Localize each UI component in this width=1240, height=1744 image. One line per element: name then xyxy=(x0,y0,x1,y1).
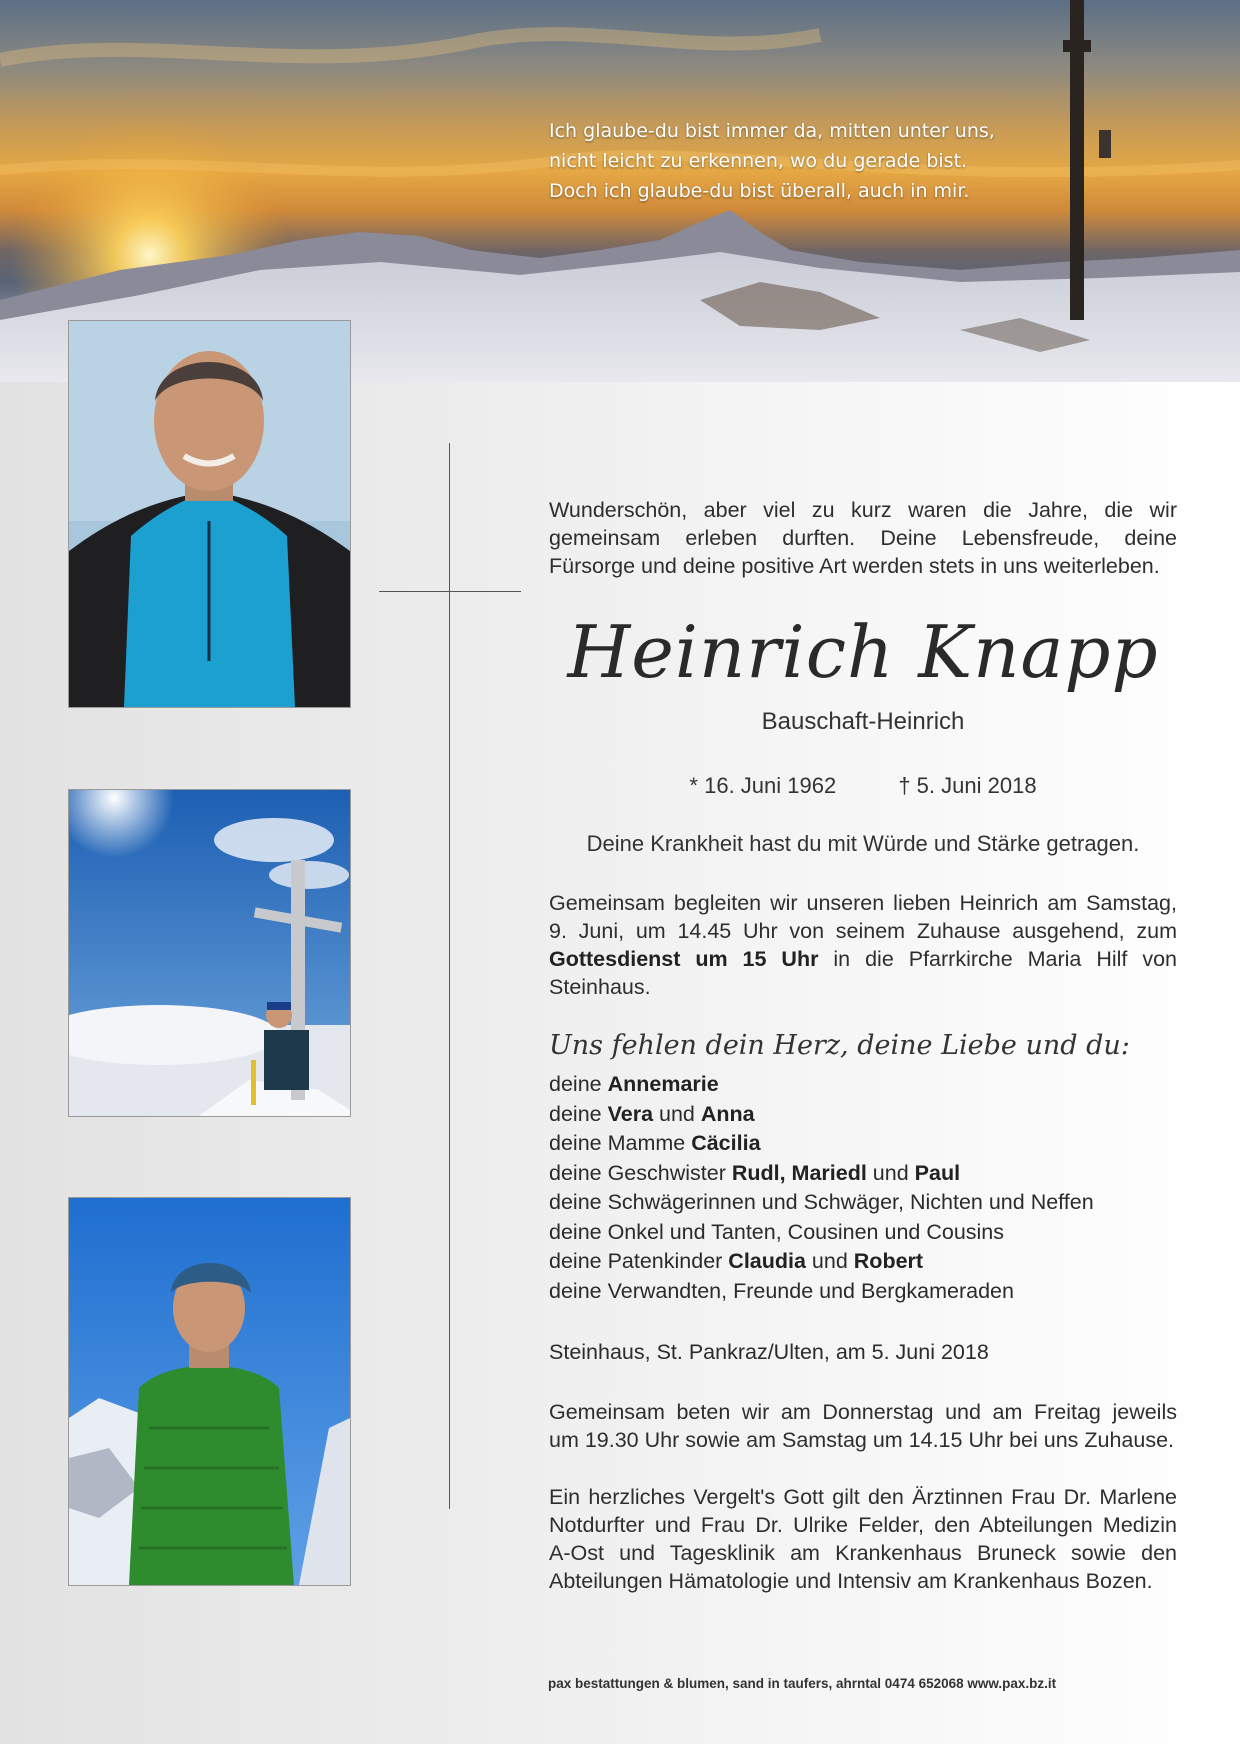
funeral-line: Steinhaus. xyxy=(549,975,651,999)
green-jacket-photo xyxy=(69,1198,350,1585)
intro-paragraph xyxy=(549,496,1177,580)
list-item: deine Geschwister Rudl, Mariedl und Paul xyxy=(549,1160,961,1185)
list-item: deine Annemarie xyxy=(549,1072,719,1096)
quote-line: Doch ich glaube-du bist überall, auch in mir. xyxy=(549,180,970,202)
birth-date: * 16. Juni 1962 xyxy=(689,773,837,798)
thanks-line: Abteilungen Hämatologie und Intensiv am Krankenhaus Bozen. xyxy=(549,1569,1153,1593)
list-item: deine Schwägerinnen und Schwäger, Nichten und Neffen xyxy=(549,1190,1094,1214)
mourners-title: Uns fehlen dein Herz, deine Liebe und du: xyxy=(549,1030,1130,1061)
funeral-church: in die Pfarrkirche Maria Hilf von xyxy=(818,947,1178,971)
list-item: deine Verwandten, Freunde und Bergkameraden xyxy=(549,1278,1014,1303)
thanks-line: Notdurfter und Frau Dr. Ulrike Felder, den Abteilungen Medizin xyxy=(549,1513,1177,1537)
quote-line: Ich glaube-du bist immer da, mitten unter uns, xyxy=(549,120,995,142)
prayer-line: um 19.30 Uhr sowie am Samstag um 14.15 Uhr bei uns Zuhause. xyxy=(549,1428,1175,1452)
intro-line: gemeinsam erleben durften. Deine Lebensfreude, deine xyxy=(549,526,1177,550)
prayer-line: Gemeinsam beten wir am Donnerstag und am Freitag jeweils xyxy=(549,1400,1177,1424)
funeral-line xyxy=(549,945,1177,973)
mourners-list xyxy=(549,1070,1177,1306)
cross-vertical-line xyxy=(449,443,450,1509)
prayer-paragraph xyxy=(549,1398,1177,1454)
cross-horizontal-line xyxy=(379,591,521,592)
footer-contact: pax bestattungen & blumen, sand in taufers, ahrntal 0474 652068 www.pax.bz.it xyxy=(548,1676,1057,1691)
funeral-service-time: Gottesdienst um 15 Uhr xyxy=(549,947,819,971)
deceased-name: Heinrich Knapp xyxy=(567,610,1159,694)
summit-cross-photo xyxy=(69,790,350,1116)
intro-line: Wunderschön, aber viel zu kurz waren die Jahre, die wir xyxy=(549,498,1177,522)
funeral-paragraph xyxy=(549,889,1177,1001)
list-item: deine Onkel und Tanten, Cousinen und Cousins xyxy=(549,1219,1005,1244)
header-quote xyxy=(549,116,1109,206)
quote-line: nicht leicht zu erkennen, wo du gerade bist. xyxy=(549,150,968,172)
portrait-photo xyxy=(69,321,350,707)
funeral-line: 9. Juni, um 14.45 Uhr von seinem Zuhause ausgehend, zum xyxy=(549,919,1177,943)
life-dates xyxy=(549,773,1177,799)
death-date: † 5. Juni 2018 xyxy=(898,773,1037,798)
thanks-line: A-Ost und Tagesklinik am Krankenhaus Bruneck sowie den xyxy=(549,1541,1177,1565)
list-item: deine Patenkinder Claudia und Robert xyxy=(549,1249,924,1273)
deceased-nickname: Bauschaft-Heinrich xyxy=(761,708,965,735)
intro-line: Fürsorge und deine positive Art werden stets in uns weiterleben. xyxy=(549,554,1160,578)
list-item: deine Vera und Anna xyxy=(549,1101,755,1126)
thanks-line: Ein herzliches Vergelt's Gott gilt den Ärztinnen Frau Dr. Marlene xyxy=(549,1485,1177,1509)
list-item: deine Mamme Cäcilia xyxy=(549,1131,761,1155)
place-date: Steinhaus, St. Pankraz/Ulten, am 5. Juni 2018 xyxy=(549,1340,989,1364)
thanks-paragraph xyxy=(549,1483,1177,1595)
funeral-line: Gemeinsam begleiten wir unseren lieben Heinrich am Samstag, xyxy=(549,891,1177,915)
illness-line: Deine Krankheit hast du mit Würde und Stärke getragen. xyxy=(586,831,1140,856)
